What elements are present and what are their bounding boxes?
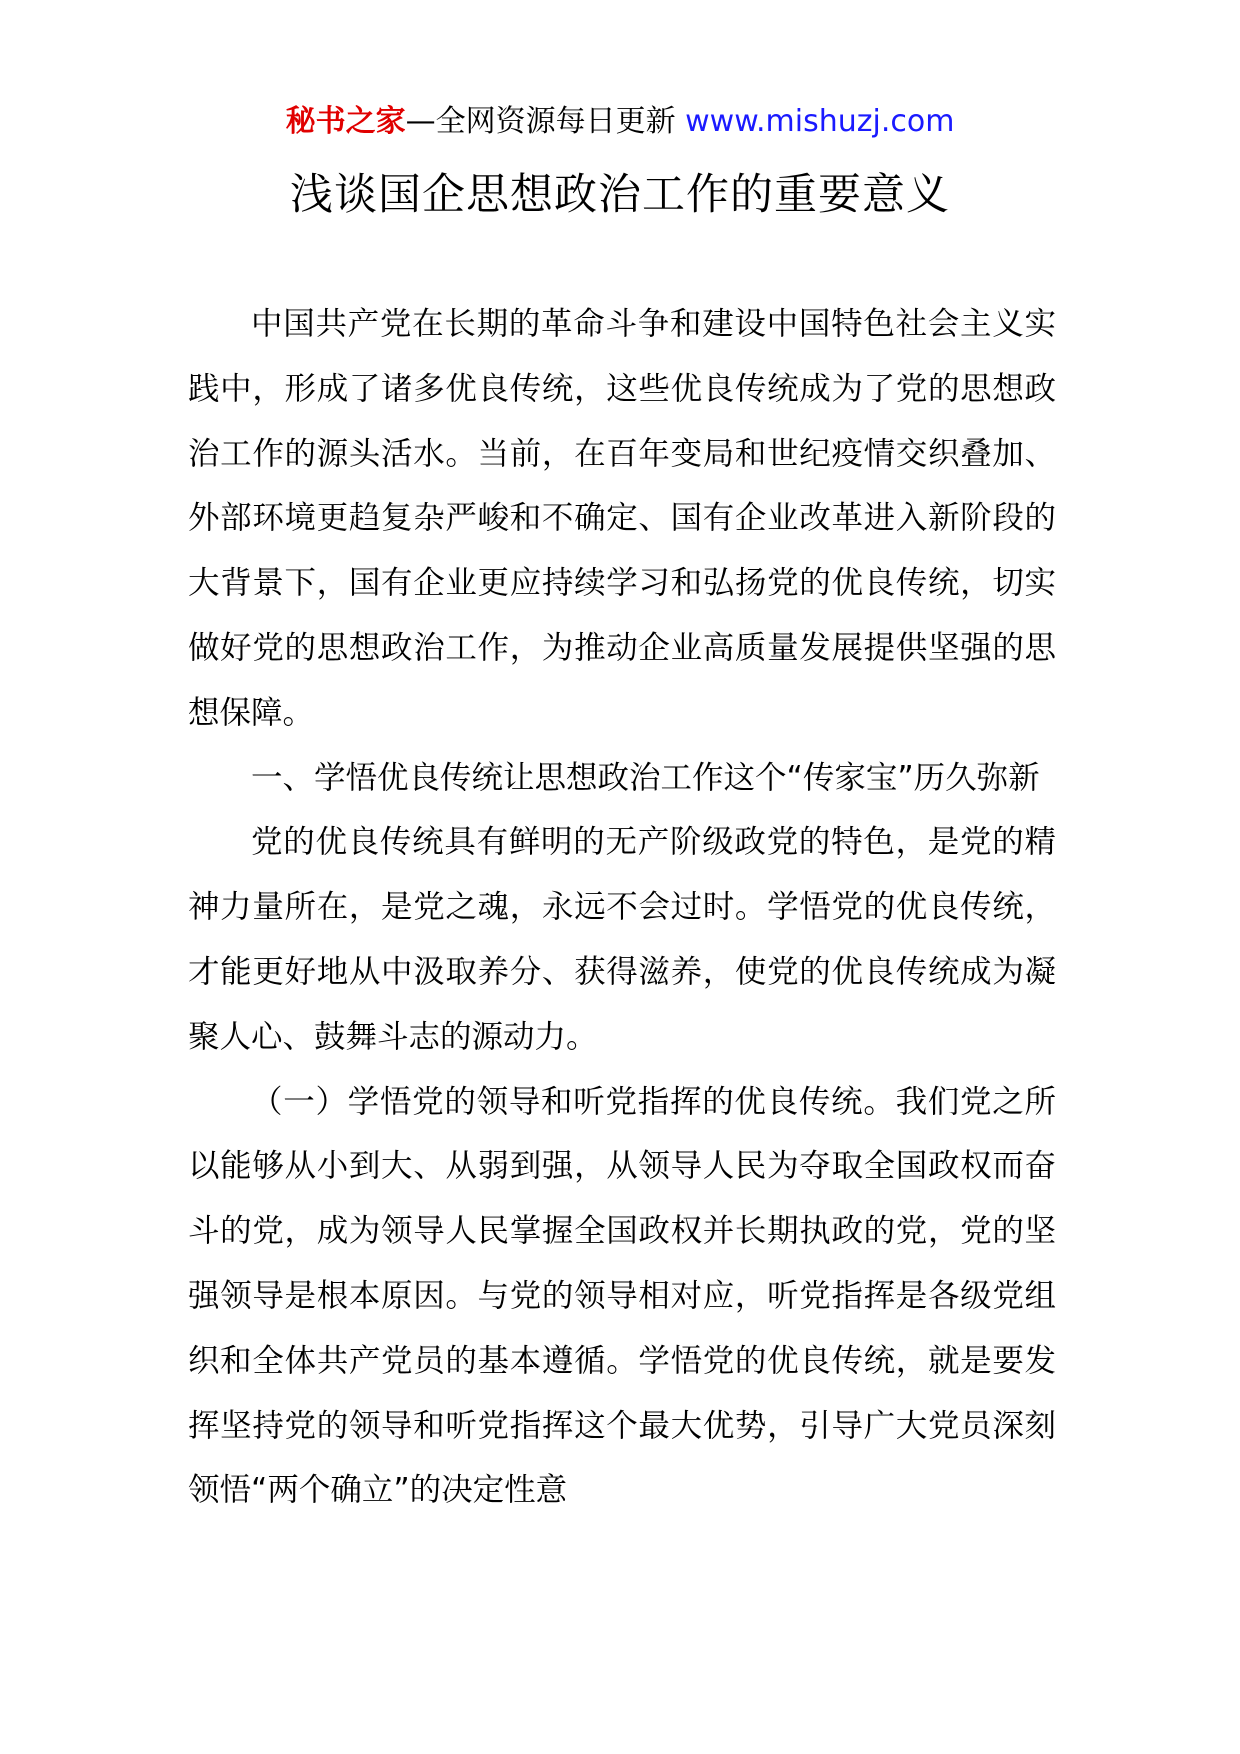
paragraph-intro: 中国共产党在长期的革命斗争和建设中国特色社会主义实践中，形成了诸多优良传统，这些优良传统成为了党的思想政治工作的源头活水。当前，在百年变局和世纪疫情交织叠加、外部环境更趋复杂严峻和不确定、国有企业改革进入新阶段的大背景下，国有企业更应持续学习和弘扬党的优良传统，切实做好党的思想政治工作，为推动企业高质量发展提供坚强的思想保障。 <box>188 306 1056 731</box>
site-tagline: —全网资源每日更新 <box>405 104 676 139</box>
section-heading-1: 一、学悟优良传统让思想政治工作这个“传家宝”历久弥新 <box>251 759 1040 796</box>
site-url-link[interactable]: www.mishuzj.com <box>685 104 955 139</box>
site-brand: 秘书之家 <box>285 104 406 139</box>
paragraph-subsection-1: （一）学悟党的领导和听党指挥的优良传统。我们党之所以能够从小到大、从弱到强，从领导人民为夺取全国政权而奋斗的党，成为领导人民掌握全国政权并长期执政的党，党的坚强领导是根本原因。与党的领导相对应，听党指挥是各级党组织和全体共产党员的基本遵循。学悟党的优良传统，就是要发挥坚持党的领导和听党指挥这个最大优势，引导广大党员深刻领悟“两个确立”的决定性意 <box>188 1083 1056 1509</box>
document-body <box>188 292 1056 1523</box>
document-title: 浅谈国企思想政治工作的重要意义 <box>290 170 950 220</box>
paragraph-section-1: 党的优良传统具有鲜明的无产阶级政党的特色，是党的精神力量所在，是党之魂，永远不会过时。学悟党的优良传统，才能更好地从中汲取养分、获得滋养，使党的优良传统成为凝聚人心、鼓舞斗志的源动力。 <box>188 824 1056 1055</box>
site-header <box>0 102 1240 142</box>
